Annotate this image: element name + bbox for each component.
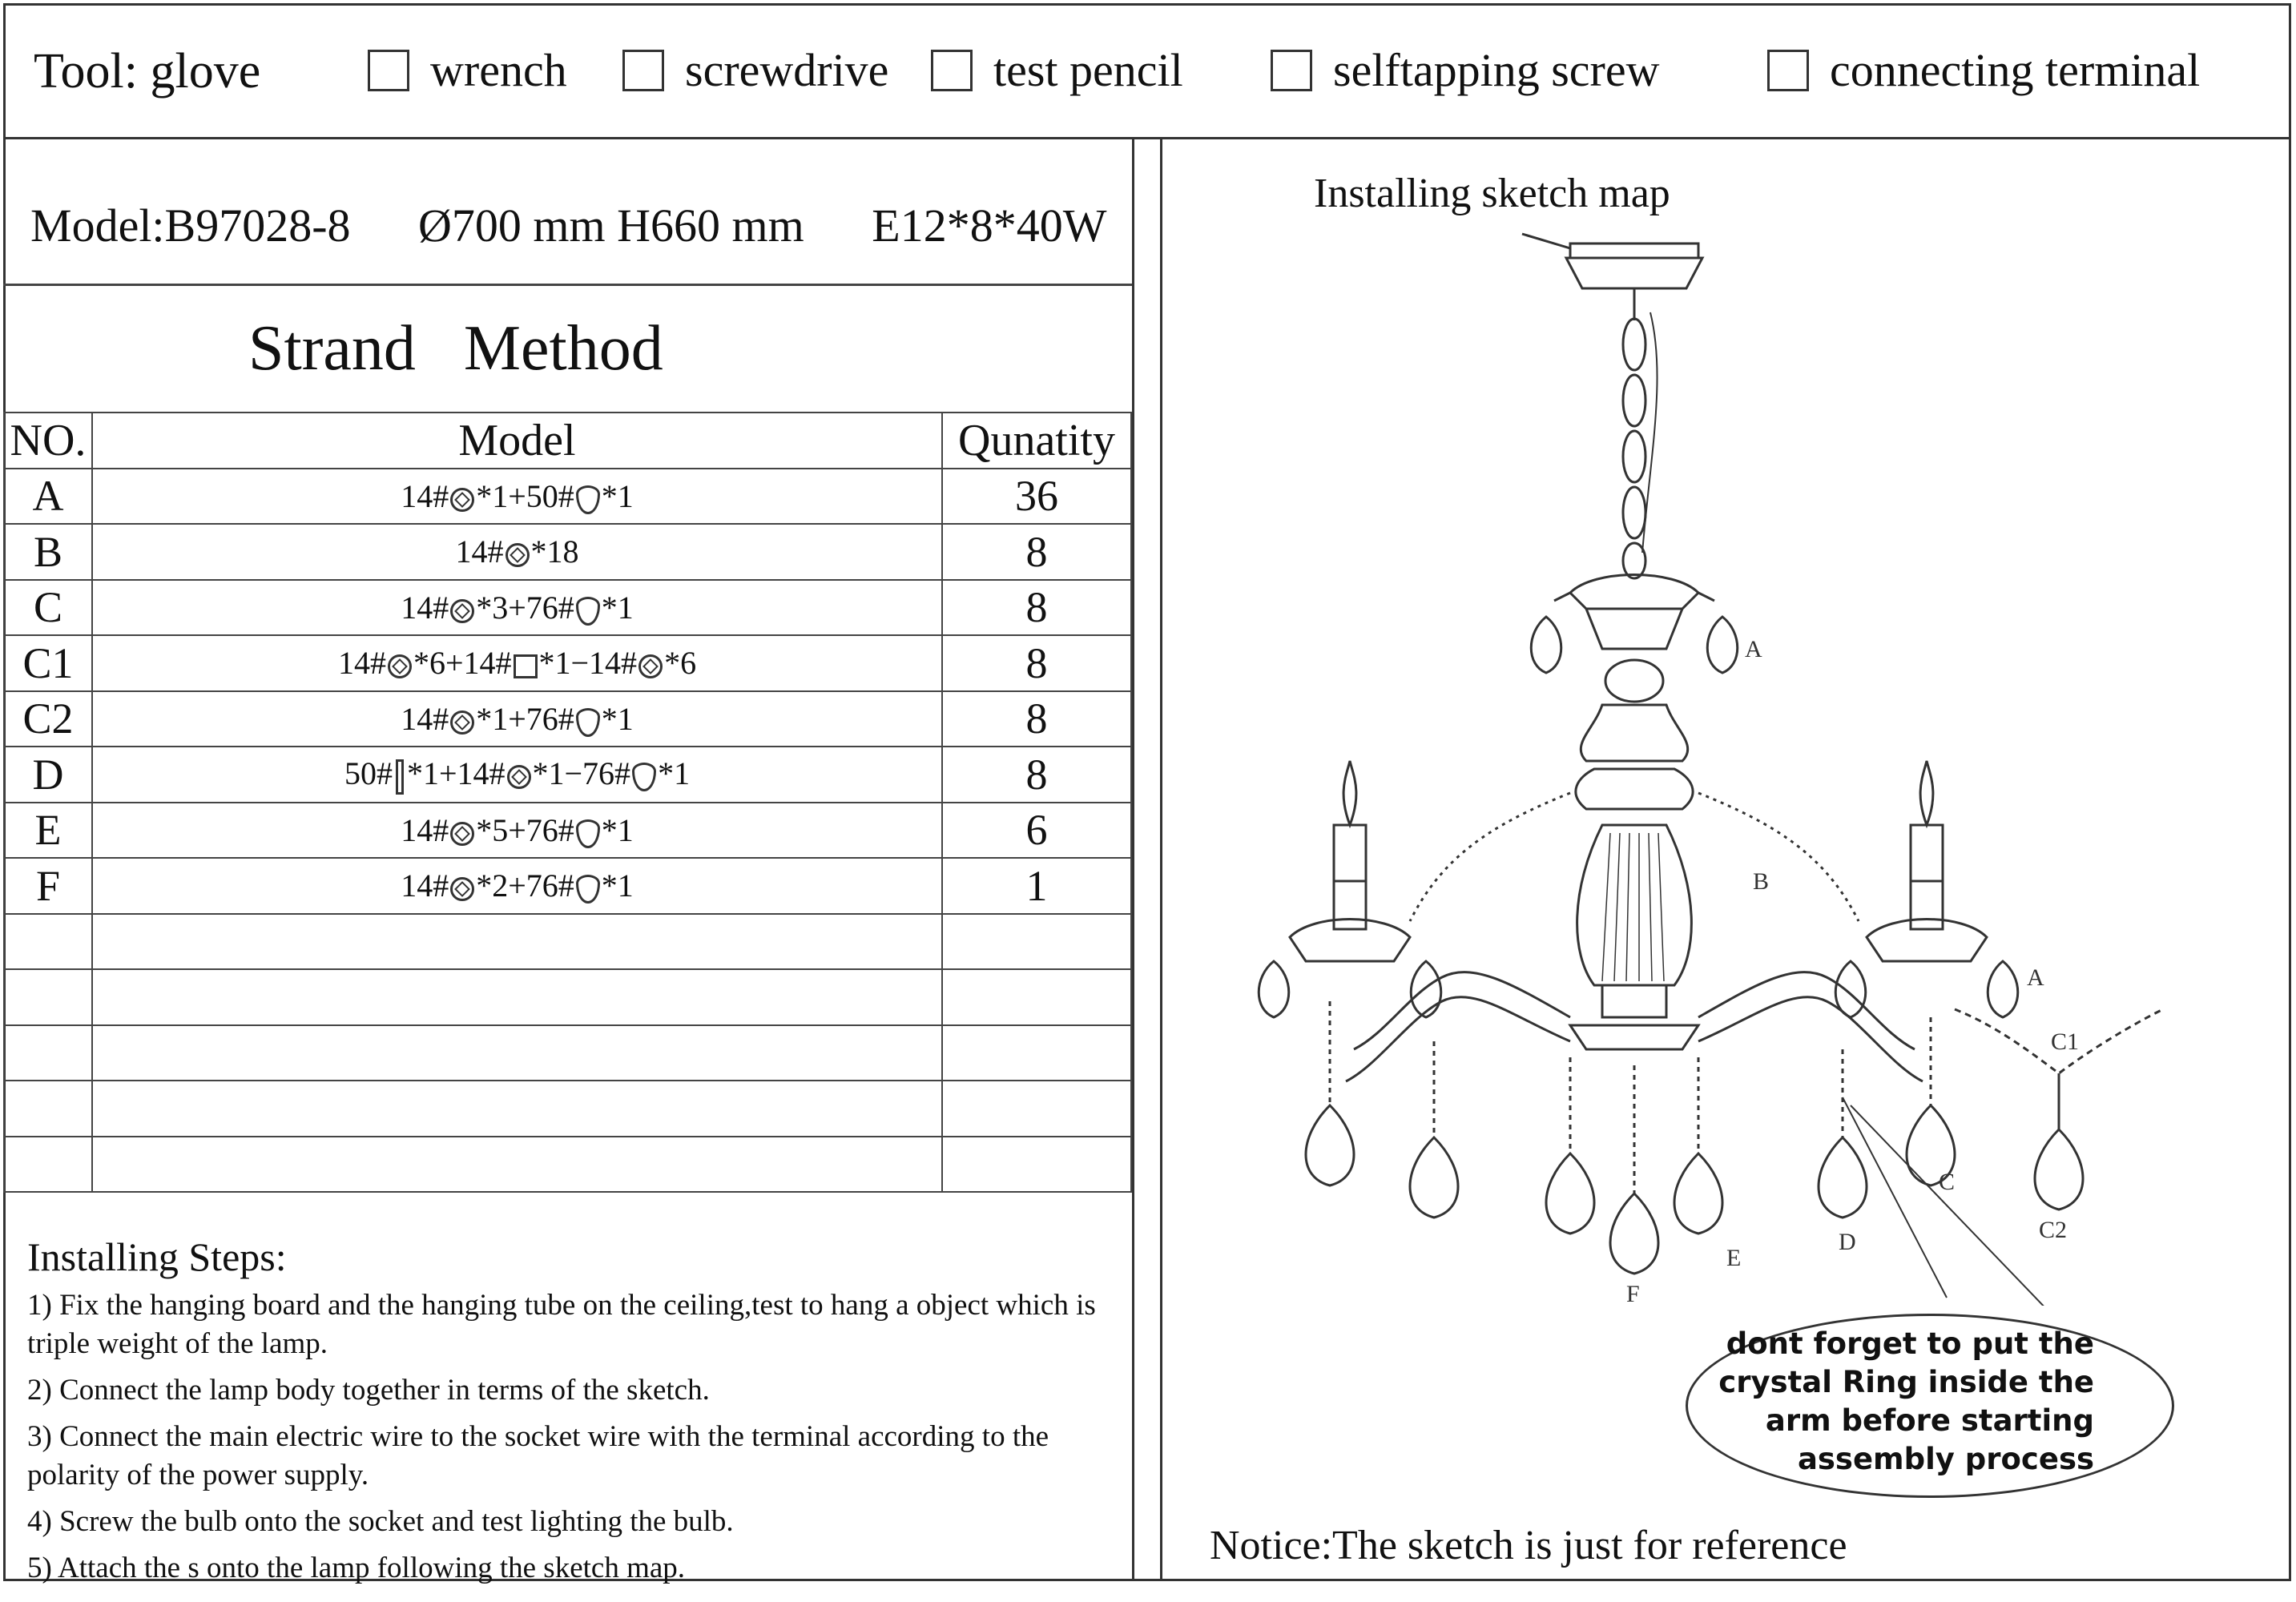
socket <box>1334 881 1366 929</box>
chain-link <box>1623 431 1645 482</box>
row-no: D <box>4 747 92 803</box>
model-text: *1−76# <box>532 755 631 791</box>
row-model <box>92 691 942 747</box>
chain-link <box>1623 319 1645 370</box>
bulb <box>1911 825 1943 881</box>
tool-item-screwdrive[interactable] <box>622 43 888 97</box>
bead-icon <box>507 765 531 789</box>
step-4: 4) Screw the bulb onto the socket and test lighting the bulb. <box>27 1505 734 1538</box>
table-row-empty <box>4 1137 1131 1193</box>
model-text: *1 <box>601 867 634 904</box>
tool-label: wrench <box>430 44 567 96</box>
crystal-a <box>1531 617 1561 673</box>
empty-cell <box>4 1137 92 1193</box>
candle-cup <box>1290 920 1410 962</box>
notice-text: Notice:The sketch is just for reference <box>1210 1523 1847 1568</box>
crown <box>1570 575 1698 610</box>
step-1: 1) Fix the hanging board and the hanging tube on the ceiling,test to hang a object which is triple weight of the lamp. <box>27 1289 1096 1360</box>
chandelier-sketch <box>1250 216 2211 1306</box>
tool-label: test pencil <box>993 44 1183 96</box>
parts-table <box>3 412 1132 1193</box>
strand-b <box>1698 793 1859 921</box>
installing-steps <box>27 1234 1117 1596</box>
row-model <box>92 858 942 914</box>
col-model: Model <box>92 413 942 469</box>
col-no: NO. <box>4 413 92 469</box>
flame <box>1343 761 1356 825</box>
canopy <box>1566 258 1702 288</box>
table-row <box>4 858 1131 914</box>
step-3: 3) Connect the main electric wire to the socket wire with the terminal according to the polarity of the power supply. <box>27 1420 1049 1491</box>
divider <box>3 284 1132 286</box>
row-model <box>92 803 942 859</box>
row-no: B <box>4 524 92 580</box>
crystal-c2 <box>2035 1129 2083 1210</box>
table-row-empty <box>4 914 1131 970</box>
row-quantity: 8 <box>942 524 1131 580</box>
empty-cell <box>92 1025 942 1081</box>
empty-cell <box>942 914 1131 970</box>
model-text: *1 <box>601 811 634 848</box>
empty-cell <box>942 969 1131 1025</box>
flame <box>1920 761 1933 825</box>
bulb-spec: E12*8*40W <box>872 199 1107 252</box>
model-text: 14# <box>401 477 449 514</box>
tool-item-connecting-terminal[interactable] <box>1767 43 2200 97</box>
empty-cell <box>4 1081 92 1137</box>
empty-cell <box>92 914 942 970</box>
bead-icon <box>450 877 474 901</box>
model-text: *1 <box>658 755 691 791</box>
empty-cell <box>92 1081 942 1137</box>
model-text: 14# <box>401 589 449 626</box>
tool-item-test-pencil[interactable] <box>931 43 1183 97</box>
model-text: *1 <box>601 477 634 514</box>
canopy-plate <box>1570 244 1698 258</box>
empty-cell <box>4 1025 92 1081</box>
label-a2: A <box>2027 964 2044 991</box>
empty-cell <box>942 1081 1131 1137</box>
bead-icon <box>450 599 474 623</box>
label-e: E <box>1726 1245 1742 1271</box>
bead-icon <box>506 543 530 567</box>
row-no: A <box>4 469 92 525</box>
empty-cell <box>92 969 942 1025</box>
table-row-empty <box>4 1081 1131 1137</box>
model-text: *1 <box>601 589 634 626</box>
crystal-e <box>1306 1105 1354 1185</box>
empty-cell <box>4 969 92 1025</box>
label-f: F <box>1626 1281 1640 1306</box>
table-row-empty <box>4 1025 1131 1081</box>
row-model <box>92 469 942 525</box>
label-d: D <box>1839 1229 1856 1255</box>
empty-cell <box>942 1137 1131 1193</box>
row-no: F <box>4 858 92 914</box>
checkbox[interactable] <box>1767 50 1809 91</box>
socket <box>1911 881 1943 929</box>
steps-title: Installing Steps: <box>27 1234 287 1279</box>
chain-link <box>1623 487 1645 538</box>
crystal-d <box>1819 1137 1867 1218</box>
model-text: 14# <box>455 533 504 570</box>
table-row <box>4 635 1131 691</box>
empty-cell <box>92 1137 942 1193</box>
checkbox[interactable] <box>1271 50 1312 91</box>
label-a: A <box>1745 636 1762 662</box>
row-quantity: 1 <box>942 858 1131 914</box>
model-text: 14# <box>401 867 449 904</box>
label-b: B <box>1753 868 1770 895</box>
square-bead-icon <box>514 654 538 678</box>
table-row <box>4 691 1131 747</box>
tool-bar <box>3 3 2291 139</box>
bar-icon <box>396 759 404 795</box>
checkbox[interactable] <box>622 50 664 91</box>
bead-icon <box>450 822 474 846</box>
candle-cup <box>1867 920 1987 962</box>
pendant-icon <box>576 597 600 626</box>
model-number: Model:B97028-8 <box>30 199 351 252</box>
pendant-icon <box>576 485 600 514</box>
tool-item-wrench[interactable] <box>368 43 567 97</box>
sketch-title: Installing sketch map <box>1314 171 1670 216</box>
model-text: *1+76# <box>476 700 574 737</box>
table-header <box>4 413 1131 469</box>
bead-icon <box>388 654 412 678</box>
tool-label: screwdrive <box>685 44 889 96</box>
row-model <box>92 747 942 803</box>
pendant-icon <box>576 708 600 737</box>
row-quantity: 8 <box>942 635 1131 691</box>
label-c1: C1 <box>2051 1028 2080 1055</box>
arm-right <box>1698 997 1923 1081</box>
table-row <box>4 747 1131 803</box>
strand-b <box>1410 793 1570 921</box>
model-text: *6 <box>664 645 697 682</box>
model-text: 14# <box>401 700 449 737</box>
table-row <box>4 469 1131 525</box>
bead-icon <box>450 710 474 735</box>
row-quantity: 8 <box>942 580 1131 636</box>
model-text: *1 <box>601 700 634 737</box>
row-model <box>92 635 942 691</box>
model-text: *5+76# <box>476 811 574 848</box>
row-no: E <box>4 803 92 859</box>
checkbox[interactable] <box>368 50 409 91</box>
model-text: 50# <box>344 755 393 791</box>
step-5: 5) Attach the s onto the lamp following the sketch map. <box>27 1552 686 1584</box>
row-model <box>92 580 942 636</box>
crystal-e <box>1546 1153 1594 1234</box>
callout-text: dont forget to put the crystal Ring inside the arm before starting assembly process <box>1718 1326 2094 1476</box>
label-c2: C2 <box>2039 1217 2068 1243</box>
crystal-e <box>1410 1137 1458 1218</box>
column-divider <box>1160 139 1162 1581</box>
crystal-f <box>1610 1193 1658 1274</box>
row-model <box>92 524 942 580</box>
pendant-icon <box>632 763 656 791</box>
row-no: C1 <box>4 635 92 691</box>
checkbox[interactable] <box>931 50 973 91</box>
row-quantity: 8 <box>942 747 1131 803</box>
table-row <box>4 580 1131 636</box>
dimensions: Ø700 mm H660 mm <box>418 199 804 252</box>
wire <box>1522 234 1570 248</box>
strand-title: Strand Method <box>248 313 663 384</box>
tool-label: connecting terminal <box>1830 44 2201 96</box>
tool-label: selftapping screw <box>1333 44 1660 96</box>
tool-item-selftapping-screw[interactable] <box>1271 43 1659 97</box>
label-c: C <box>1939 1169 1956 1195</box>
row-quantity: 6 <box>942 803 1131 859</box>
model-text: *3+76# <box>476 589 574 626</box>
bead-icon <box>638 654 663 678</box>
bead-icon <box>450 488 474 512</box>
model-text: 14# <box>401 811 449 848</box>
step-2: 2) Connect the lamp body together in terms of the sketch. <box>27 1374 710 1407</box>
empty-cell <box>4 914 92 970</box>
bulb <box>1334 825 1366 881</box>
tool-title: Tool: glove <box>34 44 261 99</box>
table-row <box>4 803 1131 859</box>
table-row-empty <box>4 969 1131 1025</box>
model-text: *18 <box>530 533 579 570</box>
vase-body <box>1577 825 1692 985</box>
model-text: *2+76# <box>476 867 574 904</box>
chain-link <box>1623 375 1645 426</box>
pendant-icon <box>576 819 600 848</box>
model-text: *6+14# <box>413 645 512 682</box>
crystal-e <box>1674 1153 1722 1234</box>
model-text: *1+14# <box>406 755 506 791</box>
model-text: 14# <box>337 645 386 682</box>
arm-left <box>1346 997 1570 1081</box>
spec-line <box>30 199 1162 252</box>
model-text: *1−14# <box>538 645 638 682</box>
pendant-icon <box>576 875 600 904</box>
empty-cell <box>942 1025 1131 1081</box>
row-no: C <box>4 580 92 636</box>
col-quantity: Qunatity <box>942 413 1131 469</box>
model-text: *1+50# <box>476 477 574 514</box>
row-quantity: 8 <box>942 691 1131 747</box>
row-quantity: 36 <box>942 469 1131 525</box>
table-row <box>4 524 1131 580</box>
crystal-a <box>1707 617 1738 673</box>
row-no: C2 <box>4 691 92 747</box>
